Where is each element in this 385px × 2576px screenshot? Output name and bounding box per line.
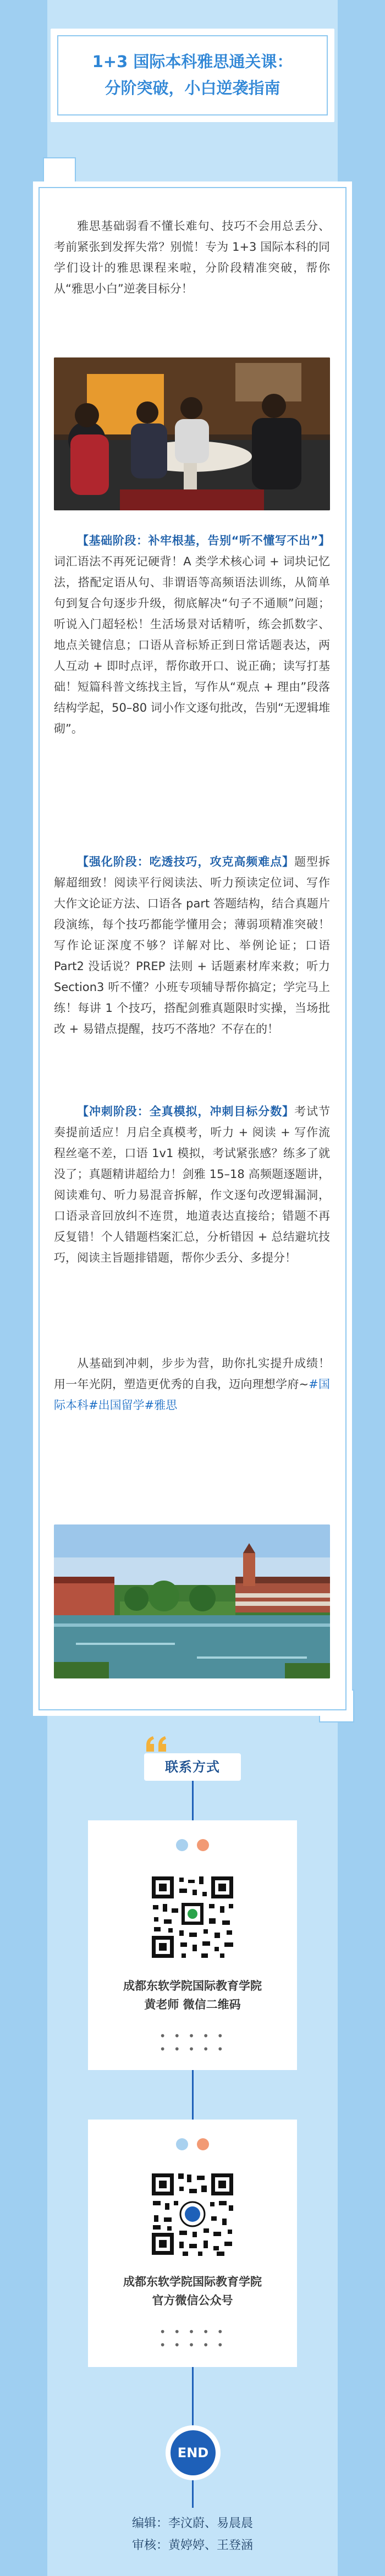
stage1-paragraph [54,530,330,739]
editor-credit: 编辑：李汶蔚、易晨晨 [131,2517,253,2530]
dot-blue-icon [176,2138,188,2150]
qr-card-official-account [88,2120,297,2367]
wechat-qr-code[interactable] [148,1873,237,1963]
card-dots [88,1839,297,1853]
connector-line-1 [192,1781,194,1820]
title-line-2: 分阶突破，小白逆袭指南 [105,79,280,97]
title-line-1: 1+3 国际本科雅思通关课： [92,52,293,71]
card2-caption-line2: 官方微信公众号 [152,2294,233,2307]
connector-line-2 [192,2070,194,2120]
card1-dotline-2: • • • • • [159,2043,226,2056]
page-title [51,48,334,101]
card-dots-2 [88,2138,297,2153]
stage2-heading: 【强化阶段：吃透技巧，攻克高频难点】 [77,855,295,868]
connector-line-3 [192,2367,194,2425]
closing-paragraph [54,1353,330,1416]
title-card [51,29,334,122]
stage1-heading: 【基础阶段：补牢根基，告别“听不懂写不出”】 [77,534,330,547]
card1-caption-line1: 成都东软学院国际教育学院 [123,1979,262,1992]
students-study-photo [54,357,330,510]
stage3-body: 考试节奏提前适应！月启全真模考，听力 + 阅读 + 写作流程丝毫不差，口语 1v1 模拟，考试紧张感？练多了就没了；真题精讲超给力！剑雅 15–18 高频题逐题讲，阅读难句、听力易混音拆解，作文逐句改逻辑漏洞，口语录音回放纠不连贯，地道表达直接给；错题不再反复错！个人错题档案汇总，分析错因 + 总结避坑技巧，阅读主旨题排错题，帮你少丢分、多提分！ [54,1105,331,1264]
dot-blue-icon [176,1839,188,1851]
card2-dotline: • • • • • [159,2325,226,2338]
closing-text: 从基础到冲刺，步步为营，助你扎实提升成绩！用一年光阴，塑造更优秀的自我，迈向理想学府~ [54,1357,330,1391]
dot-orange-icon [197,2138,209,2150]
contact-label: 联系方式 [144,1753,241,1781]
stage3-heading: 【冲刺阶段：全真模拟，冲刺目标分数】 [77,1105,295,1118]
campus-photo [54,1524,330,1678]
stage2-paragraph [54,851,330,1039]
card2-dotline-2: • • • • • [159,2338,226,2352]
card2-caption-line1: 成都东软学院国际教育学院 [123,2275,262,2288]
reviewer-credit: 审核：黄婷婷、王登涵 [131,2539,253,2552]
hashtags-link[interactable]: #国际本科#出国留学#雅思 [54,1378,330,1412]
qr-card-teacher [88,1820,297,2070]
intro-paragraph: 雅思基础弱看不懂长难句、技巧不会用总丢分、考前紧张到发挥失常？别慌！专为 1+3 国际本科的同学们设计的雅思课程来啦，分阶段精准突破，帮你从“雅思小白”逆袭目标分！ [54,219,330,295]
connector-line-4 [192,2480,194,2508]
official-account-qr-code[interactable] [148,2170,237,2260]
stage1-body: 词汇语法不再死记硬背！A 类学术核心词 + 词块记忆法，搭配定语从句、非谓语等高频语法训练，从简单句到复合句逐步升级，彻底解决“句子不通顺”问题；听说入门超轻松！生活场景对话精听，练会抓数字、地点关键信息；口语从音标矫正到日常话题表达，两人互动 + 即时点评，帮你敢开口、说正确；读写打基础！短篇科普文练找主旨，写作从“观点 + 理由”段落结构学起，50–80 词小作文逐句批改，告别“无逻辑堆砌”。 [54,555,330,735]
stage2-body: 题型拆解超细致！阅读平行阅读法、听力预读定位词、写作大作文论证方法、口语各 part 答题结构，结合真题片段演练，每个技巧都能学懂用会；薄弱项精准突破！写作论证深度不够？详解对比、举例论证；口语 Part2 没话说？PREP 法则 + 话题素材库来救；听力 Section3 听不懂？小班专项辅导帮你搞定；学完马上练！每讲 1 个技巧，搭配剑雅真题限时实操，当场批改 + 易错点提醒，技巧不落地？不存在的！ [54,855,331,1036]
end-badge: END [170,2430,216,2475]
stage3-paragraph [54,1101,330,1268]
card1-caption-line2: 黄老师 微信二维码 [144,1998,241,2011]
dot-orange-icon [197,1839,209,1851]
card1-dotline: • • • • • [159,2029,226,2043]
